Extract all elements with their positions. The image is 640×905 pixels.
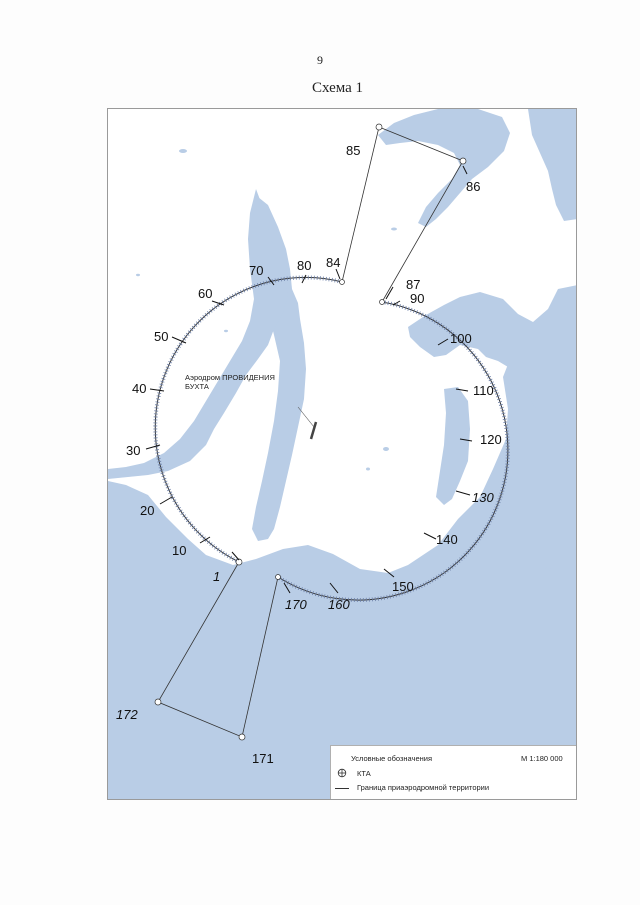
point-label-171: 171 (252, 751, 274, 766)
point-label-160: 160 (328, 597, 350, 612)
point-label-60: 60 (198, 286, 213, 301)
scheme-title: Схема 1 (311, 80, 364, 96)
page-number: 9 (317, 53, 323, 67)
bay-inner (436, 387, 470, 505)
map-legend (330, 745, 577, 800)
map-canvas (108, 109, 577, 800)
point-label-50: 50 (154, 329, 169, 344)
legend-scale: М 1:180 000 (521, 754, 563, 763)
point-label-100: 100 (450, 331, 472, 346)
point-label-10: 10 (172, 543, 187, 558)
bay-east (408, 285, 577, 425)
point-label-110: 110 (473, 383, 494, 398)
airport-label-line2: БУХТА (185, 382, 209, 391)
point-label-120: 120 (480, 432, 502, 447)
point-label-85: 85 (346, 143, 361, 158)
point-label-130: 130 (472, 490, 494, 505)
water-layer (108, 109, 577, 800)
point-label-150: 150 (392, 579, 414, 594)
point-label-80: 80 (297, 258, 312, 273)
point-label-170: 170 (285, 597, 307, 612)
point-label-40: 40 (132, 381, 147, 396)
point-label-90: 90 (410, 291, 425, 306)
airport-label-line1: Аэродром ПРОВИДЕНИЯ (185, 373, 275, 382)
point-label-84: 84 (326, 255, 341, 270)
legend-boundary-label: Граница приаэродромной территории (357, 783, 490, 792)
point-label-140: 140 (436, 532, 458, 547)
legend-kta-label: КТА (357, 769, 371, 778)
bay-north (378, 109, 510, 227)
map-frame (107, 108, 577, 800)
airport-label (185, 373, 295, 391)
point-label-87: 87 (406, 277, 421, 292)
legend-title: Условные обозначения (351, 754, 433, 763)
legend-boundary-swatch (335, 788, 349, 789)
fjord-northwest (108, 189, 288, 479)
point-label-30: 30 (126, 443, 141, 458)
point-label-172: 172 (116, 707, 138, 722)
point-label-86: 86 (466, 179, 481, 194)
point-label-1: 1 (213, 569, 221, 584)
bay-northeast (528, 109, 577, 221)
point-label-70: 70 (249, 263, 264, 278)
point-label-20: 20 (140, 503, 155, 518)
